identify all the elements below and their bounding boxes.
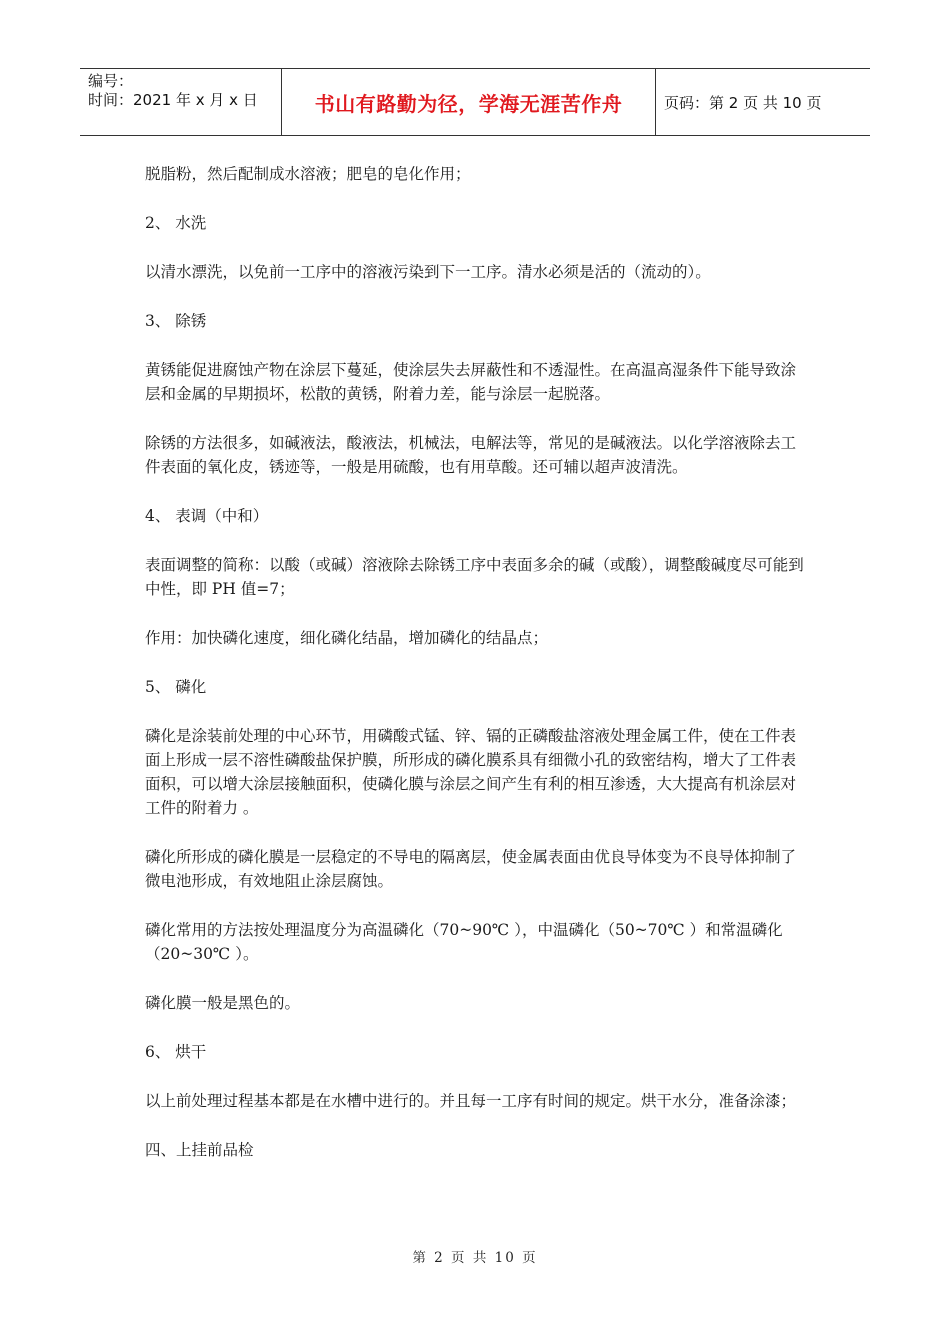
section-heading-washing: 2、 水洗 bbox=[145, 214, 207, 232]
paragraph: 脱脂粉，然后配制成水溶液；肥皂的皂化作用； bbox=[145, 165, 471, 183]
paragraph: 以清水漂洗，以免前一工序中的溶液污染到下一工序。清水必须是活的（流动的）。 bbox=[145, 263, 711, 281]
paragraph: 磷化所形成的磷化膜是一层稳定的不导电的隔离层，使金属表面由优良导体变为不良导体抑制了微电池形成，有效地阻止涂层腐蚀。 bbox=[145, 848, 797, 890]
paragraph: 表面调整的简称：以酸（或碱）溶液除去除锈工序中表面多余的碱（或酸），调整酸碱度尽可能到中性，即 PH 值=7； bbox=[145, 556, 804, 598]
header-motto: 书山有路勤为径，学海无涯苦作舟 bbox=[282, 69, 656, 135]
section-heading-inspection: 四、上挂前品检 bbox=[145, 1141, 254, 1159]
paragraph: 作用：加快磷化速度，细化磷化结晶，增加磷化的结晶点； bbox=[145, 629, 549, 647]
paragraph: 磷化膜一般是黑色的。 bbox=[145, 994, 301, 1012]
page-footer: 第 2 页 共 10 页 bbox=[412, 1250, 538, 1266]
paragraph: 黄锈能促进腐蚀产物在涂层下蔓延，使涂层失去屏蔽性和不透湿性。在高温高湿条件下能导致涂层和金属的早期损坏，松散的黄锈，附着力差，能与涂层一起脱落。 bbox=[145, 361, 797, 403]
header-page-info: 页码：第 2 页 共 10 页 bbox=[664, 93, 822, 112]
paragraph: 以上前处理过程基本都是在水槽中进行的。并且每一工序有时间的规定。烘干水分，准备涂漆； bbox=[145, 1092, 797, 1110]
document-number-label: 编号： bbox=[88, 72, 134, 90]
document-body bbox=[145, 162, 810, 1187]
section-heading-surface-conditioning: 4、 表调（中和） bbox=[145, 507, 269, 525]
section-heading-phosphating: 5、 磷化 bbox=[145, 678, 207, 696]
paragraph: 磷化常用的方法按处理温度分为高温磷化（70~90℃ ），中温磷化（50~70℃ ）和常温磷化（20~30℃ ）。 bbox=[145, 921, 783, 963]
section-heading-drying: 6、 烘干 bbox=[145, 1043, 207, 1061]
header-meta bbox=[80, 69, 282, 135]
section-heading-rust-removal: 3、 除锈 bbox=[145, 312, 207, 330]
paragraph: 磷化是涂装前处理的中心环节，用磷酸式锰、锌、镉的正磷酸盐溶液处理金属工件，使在工件表面上形成一层不溶性磷酸盐保护膜，所形成的磷化膜系具有细微小孔的致密结构，增大了工件表面积，可以增大涂层接触面积，使磷化膜与涂层之间产生有利的相互渗透，大大提高有机涂层对工件的附着力 。 bbox=[145, 727, 797, 817]
page-header bbox=[80, 68, 870, 136]
paragraph: 除锈的方法很多，如碱液法，酸液法，机械法，电解法等，常见的是碱液法。以化学溶液除去工件表面的氧化皮，锈迹等，一般是用硫酸，也有用草酸。还可辅以超声波清洗。 bbox=[145, 434, 797, 476]
document-date: 时间：2021 年 x 月 x 日 bbox=[88, 91, 258, 109]
